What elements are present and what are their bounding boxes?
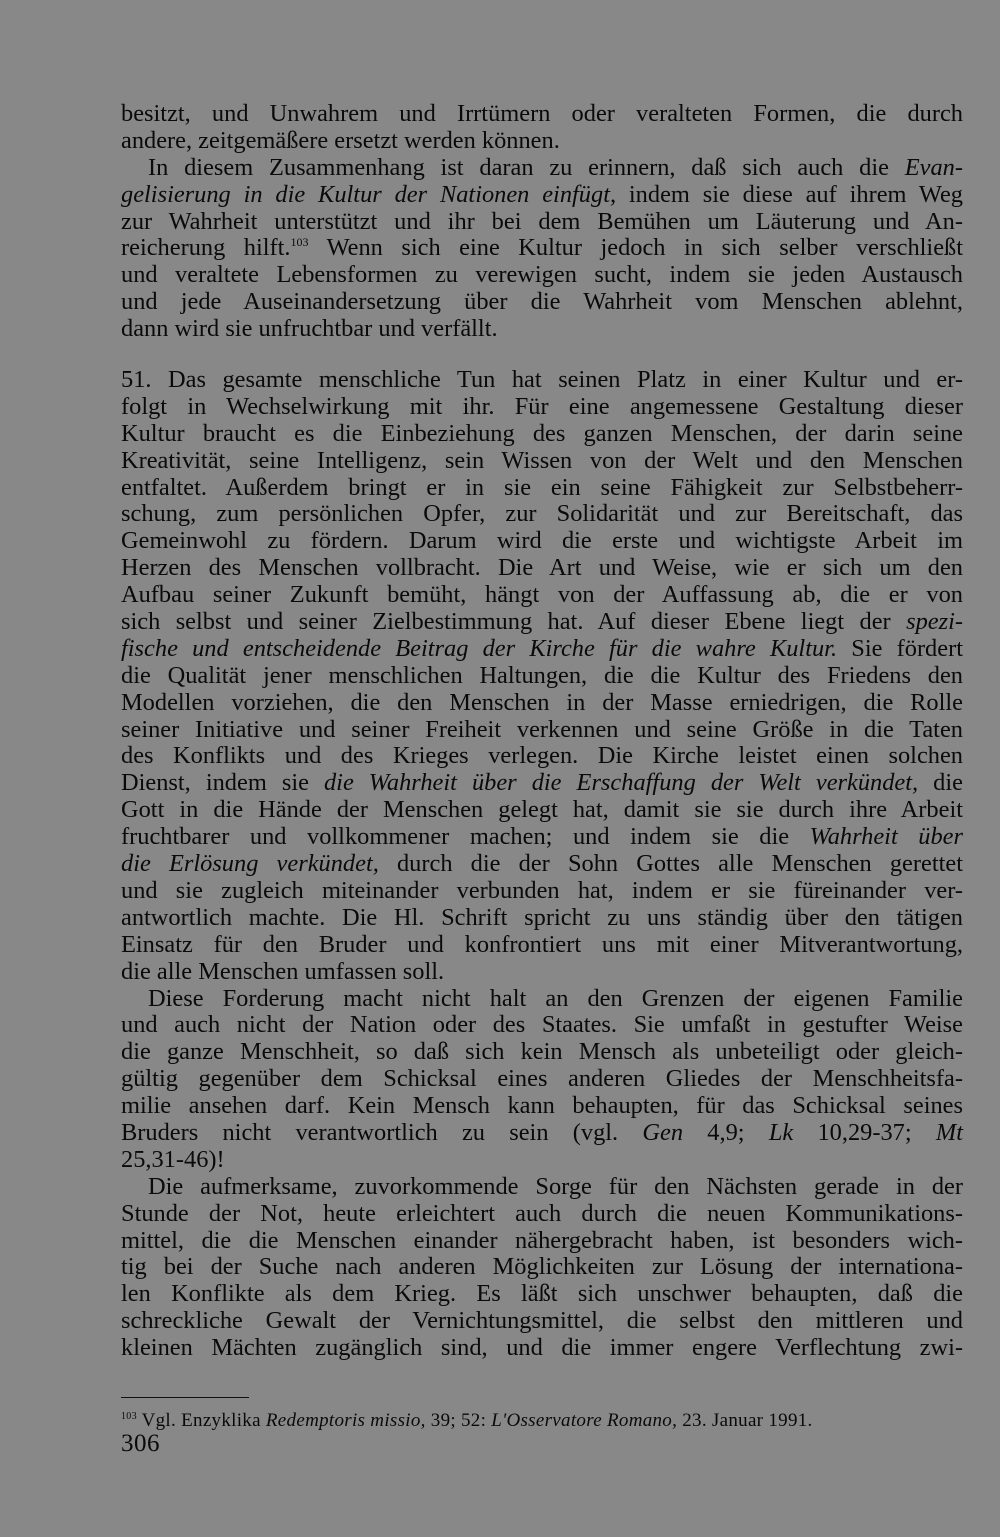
text-line: antwortlich machte. Die Hl. Schrift spricht zu uns ständig über den tätigen: [121, 903, 963, 931]
text-line: die alle Menschen umfassen soll.: [121, 957, 445, 985]
text-line: und sie zugleich miteinander verbunden hat, indem er sie füreinander ver-: [121, 876, 963, 904]
paragraph-gap: [121, 343, 963, 367]
text-line: mittel, die die Menschen einander nähergebracht haben, ist besonders wich-: [121, 1226, 963, 1254]
text-line: zur Wahrheit unterstützt und ihr bei dem Bemühen um Läuterung und An-: [121, 207, 963, 235]
text-line: gültig gegenüber dem Schicksal eines anderen Gliedes der Menschheitsfa-: [121, 1065, 963, 1093]
text-line: In diesem Zusammenhang ist daran zu erinnern, daß sich auch die Evan-: [148, 153, 963, 181]
text-line: und auch nicht der Nation oder des Staates. Sie umfaßt in gestufter Weise: [121, 1011, 963, 1039]
text-line: 25,31-46)!: [121, 1145, 225, 1173]
text-line: andere, zeitgemäßere ersetzt werden können.: [121, 126, 560, 154]
main-text: [121, 101, 963, 1362]
text-line: Stunde der Not, heute erleichtert auch durch die neuen Kommunikations-: [121, 1199, 963, 1227]
text-line: Modellen vorziehen, die den Menschen in der Masse erniedrigen, die Rolle: [121, 688, 963, 716]
text-line: Aufbau seiner Zukunft bemüht, hängt von der Auffassung ab, die er von: [121, 581, 963, 609]
text-line: Gott in die Hände der Menschen gelegt hat, damit sie sie durch ihre Arbeit: [121, 796, 963, 824]
footnote-rule: [121, 1397, 249, 1398]
text-line: Die aufmerksame, zuvorkommende Sorge für den Nächsten gerade in der: [148, 1172, 963, 1200]
text-line: und jede Auseinandersetzung über die Wahrheit vom Menschen ablehnt,: [121, 288, 963, 316]
text-line: schung, zum persönlichen Opfer, zur Solidarität und zur Bereitschaft, das: [121, 500, 963, 528]
text-line: Kreativität, seine Intelligenz, sein Wissen von der Welt und den Menschen: [121, 446, 963, 474]
text-line: reicherung hilft.$^{103}$ Wenn sich eine Kultur jedoch in sich selber verschließt: [121, 234, 963, 262]
text-line: fische und entscheidende Beitrag der Kirche für die wahre Kultur. Sie fördert: [121, 634, 963, 662]
text-line: len Konflikte als dem Krieg. Es läßt sich unschwer behaupten, daß die: [121, 1280, 963, 1308]
text-line: folgt in Wechselwirkung mit ihr. Für eine angemessene Gestaltung dieser: [121, 392, 963, 420]
text-line: tig bei der Suche nach anderen Möglichkeiten zur Lösung der internationa-: [121, 1253, 963, 1281]
text-line: sich selbst und seiner Zielbestimmung hat. Auf dieser Ebene liegt der spezi-: [121, 608, 963, 636]
text-line: Dienst, indem sie die Wahrheit über die Erschaffung der Welt verkündet, die: [121, 769, 963, 797]
text-line: die Erlösung verkündet, durch die der Sohn Gottes alle Menschen gerettet: [121, 850, 963, 878]
text-line: schreckliche Gewalt der Vernichtungsmittel, die selbst den mittleren und: [121, 1307, 963, 1335]
text-line: des Konflikts und des Krieges verlegen. Die Kirche leistet einen solchen: [121, 742, 963, 770]
footnote-marker: 103: [121, 1411, 137, 1422]
text-line: seiner Initiative und seiner Freiheit verkennen und seine Größe in die Taten: [121, 715, 963, 743]
text-line: 51. Das gesamte menschliche Tun hat seinen Platz in einer Kultur und er-: [121, 366, 963, 394]
text-line: besitzt, und Unwahrem und Irrtümern oder veralteten Formen, die durch: [121, 100, 963, 127]
text-line: Gemeinwohl zu fördern. Darum wird die erste und wichtigste Arbeit im: [121, 527, 963, 555]
text-line: entfaltet. Außerdem bringt er in sie ein seine Fähigkeit zur Selbstbeherr-: [121, 473, 963, 501]
text-line: die ganze Menschheit, so daß sich kein Mensch als unbeteiligt oder gleich-: [121, 1038, 963, 1066]
text-line: fruchtbarer und vollkommener machen; und indem sie die Wahrheit über: [121, 823, 963, 851]
footnote-ref: 103: [290, 235, 309, 250]
footnote: $^{103}$ Vgl. Enzyklika Redemptoris missio, 39; 52: L'Osservatore Romano, 23. Januar 1991.: [121, 1410, 813, 1431]
text-line: kleinen Mächten zugänglich sind, und die immer engere Verflechtung zwi-: [121, 1334, 963, 1362]
text-line: dann wird sie unfruchtbar und verfällt.: [121, 315, 498, 343]
text-line: gelisierung in die Kultur der Nationen einfügt, indem sie diese auf ihrem Weg: [121, 180, 963, 208]
text-line: Kultur braucht es die Einbeziehung des ganzen Menschen, der darin seine: [121, 419, 963, 447]
text-line: Einsatz für den Bruder und konfrontiert uns mit einer Mitverantwortung,: [121, 930, 963, 958]
page-number: 306: [121, 1430, 160, 1457]
text-line: und veraltete Lebensformen zu verewigen sucht, indem sie jeden Austausch: [121, 261, 963, 289]
text-line: Herzen des Menschen vollbracht. Die Art und Weise, wie er sich um den: [121, 554, 963, 582]
text-line: Bruders nicht verantwortlich zu sein (vgl. Gen 4,9; Lk 10,29-37; Mt: [121, 1118, 963, 1146]
text-line: milie ansehen darf. Kein Mensch kann behaupten, für das Schicksal seines: [121, 1092, 963, 1120]
text-line: die Qualität jener menschlichen Haltungen, die die Kultur des Friedens den: [121, 661, 963, 689]
text-line: Diese Forderung macht nicht halt an den Grenzen der eigenen Familie: [148, 984, 963, 1012]
